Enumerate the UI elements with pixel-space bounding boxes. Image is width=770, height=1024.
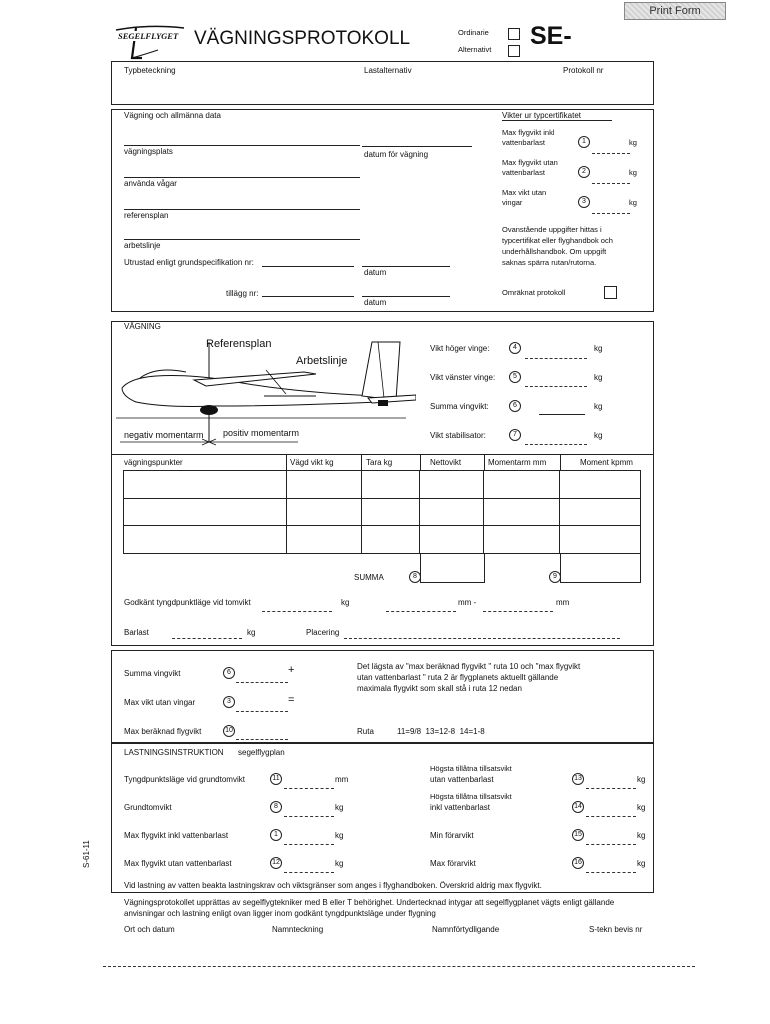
cg-label: Godkänt tyngdpunktläge vid tomvikt: [124, 598, 251, 607]
table-cell[interactable]: [484, 499, 560, 526]
arbetslinje-label: arbetslinje: [124, 241, 161, 250]
box-7-badge: 7: [509, 429, 521, 441]
box-10-badge: 10: [223, 725, 235, 737]
tillagg-datum-field[interactable]: [362, 296, 450, 297]
datum-vagning-label: datum för vägning: [364, 150, 429, 159]
anvanda-vagar-field[interactable]: [124, 209, 360, 210]
table-cell[interactable]: [361, 499, 420, 526]
load-section: [111, 743, 654, 893]
table-cell[interactable]: [124, 471, 287, 499]
table-row: [124, 526, 641, 554]
grund-field[interactable]: [284, 816, 334, 817]
col-header: Moment kpmm: [580, 458, 633, 467]
load-heading: LASTNINGSINSTRUKTION: [124, 748, 224, 757]
table-cell[interactable]: [560, 471, 641, 499]
calc-note-1: Det lägsta av "max beräknad flygvikt " ruta 10 och "max flygvikt: [357, 662, 581, 671]
max-utan-label-2: vattenbarlast: [502, 168, 545, 177]
kg-unit: kg: [594, 431, 603, 440]
cg-field-1[interactable]: [262, 611, 332, 612]
min-forarvikt-field[interactable]: [586, 844, 636, 845]
cert-heading: Vikter ur typcertifikatet: [502, 111, 581, 120]
box-6-badge: 6: [223, 667, 235, 679]
maxinkl-label: Max flygvikt inkl vattenbarlast: [124, 831, 229, 840]
box-8-badge: 8: [270, 801, 282, 813]
cg-kg-unit: kg: [341, 598, 350, 607]
cg-mm-unit-2: mm: [556, 598, 570, 607]
grundspec-datum-field[interactable]: [362, 266, 450, 267]
box-6-badge: 6: [509, 400, 521, 412]
grundspec-label: Utrustad enligt grundspecifikation nr:: [124, 258, 254, 267]
ruta-label: Ruta: [357, 727, 374, 736]
footer-text-2: anvisningar och lastning enligt ovan ligger inom godkänt tyngdpunktsläge under flygning: [124, 909, 436, 918]
tillagg-label: tillägg nr:: [226, 289, 259, 298]
ordinarie-checkbox[interactable]: [508, 28, 520, 40]
cg-field-3[interactable]: [483, 611, 553, 612]
calc-summa-label: Summa vingvikt: [124, 669, 181, 678]
box-1-badge: 1: [270, 829, 282, 841]
calc-note-3: maximala flygvikt som skall stå i ruta 12 nedan: [357, 684, 522, 693]
col-separator: [286, 454, 287, 470]
table-header-divider: [112, 454, 653, 455]
maxutan-label: Max flygvikt utan vattenbarlast: [124, 859, 232, 868]
max-vikt-label-2: vingar: [502, 198, 523, 207]
datum-label-2: datum: [364, 298, 387, 307]
kg-unit: kg: [594, 344, 603, 353]
ruta-values: 11=9/8 13=12-8 14=1-8: [397, 727, 485, 736]
max-utan-field[interactable]: [592, 183, 630, 184]
vikt-vanster-label: Vikt vänster vinge:: [430, 373, 496, 382]
box-3-badge: 3: [578, 196, 590, 208]
general-field-line[interactable]: [124, 145, 360, 146]
summa-moment-cell[interactable]: [560, 553, 641, 583]
omraknat-checkbox[interactable]: [604, 286, 617, 299]
omraknat-label: Omräknat protokoll: [502, 288, 566, 297]
cg-mm-unit-1: mm -: [458, 598, 477, 607]
footer-text-1: Vägningsprotokollet upprättas av segelflygtekniker med B eller T behörighet. Undertecknad intygar att segelflygplanet vägts enligt gällande: [124, 898, 615, 907]
vikt-stabilisator-label: Vikt stabilisator:: [430, 431, 486, 440]
logo-text: SEGELFLYGET: [118, 31, 179, 41]
positiv-momentarm-label: positiv momentarm: [223, 428, 300, 438]
kg-unit: kg: [335, 859, 344, 868]
datum-vagning-field[interactable]: [362, 146, 472, 147]
mm-unit: mm: [335, 775, 349, 784]
calc-max-vikt-label: Max vikt utan vingar: [124, 698, 196, 707]
table-cell[interactable]: [560, 526, 641, 554]
col-header: Vägd vikt kg: [290, 458, 334, 467]
kg-unit: kg: [335, 831, 344, 840]
max-vikt-field[interactable]: [592, 213, 630, 214]
general-heading: Vägning och allmänna data: [124, 111, 221, 120]
box-5-badge: 5: [509, 371, 521, 383]
kg-unit: kg: [629, 168, 637, 177]
barlast-kg-unit: kg: [247, 628, 256, 637]
max-inkl-label-2: vattenbarlast: [502, 138, 545, 147]
namnfortydligande-label: Namnförtydligande: [432, 925, 500, 934]
ordinarie-label: Ordinarie: [458, 28, 489, 37]
cert-note-2: typcertifikat eller flyghandbok och: [502, 236, 613, 245]
vagningsplats-field[interactable]: [124, 177, 360, 178]
cert-note-1: Ovanstående uppgifter hittas i: [502, 225, 602, 234]
kg-unit: kg: [637, 859, 646, 868]
kg-unit: kg: [594, 402, 603, 411]
vikt-hoger-field[interactable]: [525, 358, 587, 359]
max-forarvikt-field[interactable]: [586, 872, 636, 873]
referensplan-label: referensplan: [124, 211, 169, 220]
lastalternativ-label: Lastalternativ: [364, 66, 412, 75]
plus-sign: +: [288, 664, 295, 676]
box-8-badge: 8: [409, 571, 421, 583]
col-header: Momentarm mm: [488, 458, 547, 467]
box-4-badge: 4: [509, 342, 521, 354]
table-cell[interactable]: [484, 471, 560, 499]
kg-unit: kg: [637, 803, 646, 812]
calc-max-beraknad-field[interactable]: [236, 739, 288, 740]
kg-unit: kg: [335, 803, 344, 812]
negativ-momentarm-label: negativ momentarm: [124, 430, 204, 440]
max-vikt-label-1: Max vikt utan: [502, 188, 547, 197]
table-cell[interactable]: [124, 499, 287, 526]
summa-nettovikt-cell[interactable]: [420, 553, 485, 583]
anvanda-vagar-label: använda vågar: [124, 179, 177, 188]
max-inkl-field[interactable]: [592, 153, 630, 154]
tillagg-field[interactable]: [262, 296, 354, 297]
load-note: Vid lastning av vatten beakta lastningskrav och viktsgränser som anges i flyghandboken. Överskrid aldrig max flygvikt.: [124, 881, 542, 890]
barlast-field[interactable]: [172, 638, 242, 639]
table-cell[interactable]: [361, 526, 420, 554]
summa-label: SUMMA: [354, 573, 384, 582]
kg-unit: kg: [594, 373, 603, 382]
cg-field-2[interactable]: [386, 611, 456, 612]
referensplan-field[interactable]: [124, 239, 360, 240]
typbeteckning-label: Typbeteckning: [124, 66, 176, 75]
hogst1-label-a: Högsta tillåtna tillsatsvikt: [430, 764, 512, 773]
hogst1-field[interactable]: [586, 788, 636, 789]
col-separator: [361, 454, 362, 470]
signature-line[interactable]: [103, 966, 695, 967]
weighing-heading: VÄGNING: [124, 322, 161, 331]
namnteckning-label: Namnteckning: [272, 925, 324, 934]
box-12-badge: 12: [270, 857, 282, 869]
hogst1-label-b: utan vattenbarlast: [430, 775, 494, 784]
table-cell[interactable]: [484, 526, 560, 554]
vikt-hoger-label: Vikt höger vinge:: [430, 344, 490, 353]
protokoll-label: Protokoll nr: [563, 66, 604, 75]
barlast-label: Barlast: [124, 628, 149, 637]
min-forarvikt-label: Min förarvikt: [430, 831, 474, 840]
kg-unit: kg: [637, 831, 646, 840]
maxinkl-field[interactable]: [284, 844, 334, 845]
box-13-badge: 13: [572, 773, 584, 785]
box-16-badge: 16: [572, 857, 584, 869]
hogst2-field[interactable]: [586, 816, 636, 817]
alternativt-checkbox[interactable]: [508, 45, 520, 57]
calc-max-beraknad-label: Max beräknad flygvikt: [124, 727, 202, 736]
table-cell[interactable]: [124, 526, 287, 554]
general-section: [111, 109, 654, 312]
referensplan-diagram-label: Referensplan: [206, 338, 272, 350]
table-row: [124, 499, 641, 526]
placering-field[interactable]: [344, 638, 620, 639]
calc-max-vikt-field[interactable]: [236, 711, 288, 712]
box-11-badge: 11: [270, 773, 282, 785]
maxutan-field[interactable]: [284, 872, 334, 873]
box-15-badge: 15: [572, 829, 584, 841]
equals-sign: =: [288, 694, 295, 706]
arbetslinje-diagram-label: Arbetslinje: [296, 355, 348, 367]
col-separator: [420, 454, 421, 470]
box-14-badge: 14: [572, 801, 584, 813]
calc-note-2: utan vattenbarlast " ruta 2 är flygplanets aktuellt gällande: [357, 673, 559, 682]
table-cell[interactable]: [286, 499, 361, 526]
grundspec-field[interactable]: [262, 266, 354, 267]
cert-heading-underline: [502, 120, 612, 121]
load-subheading: segelflygplan: [238, 748, 285, 757]
kg-unit: kg: [637, 775, 646, 784]
box-2-badge: 2: [578, 166, 590, 178]
table-cell[interactable]: [420, 526, 484, 554]
vagningsplats-label: vägningsplats: [124, 147, 173, 156]
hogst2-label-a: Högsta tillåtna tillsatsvikt: [430, 792, 512, 801]
calc-summa-field[interactable]: [236, 682, 288, 683]
vikt-vanster-field[interactable]: [525, 386, 587, 387]
hogst2-label-b: inkl vattenbarlast: [430, 803, 491, 812]
box-3-badge: 3: [223, 696, 235, 708]
stekn-label: S-tekn bevis nr: [589, 925, 643, 934]
segelflyget-logo: [112, 24, 186, 60]
table-cell[interactable]: [286, 526, 361, 554]
table-cell[interactable]: [420, 499, 484, 526]
cert-note-4: saknas spärra rutan/rutorna.: [502, 258, 597, 267]
form-code: S-61-11: [82, 840, 91, 868]
tp-label: Tyngdpunktsläge vid grundtomvikt: [124, 775, 245, 784]
col-separator: [560, 454, 561, 470]
box-1-badge: 1: [578, 136, 590, 148]
box-9-badge: 9: [549, 571, 561, 583]
registration-prefix: SE-: [530, 22, 572, 50]
max-inkl-label-1: Max flygvikt inkl: [502, 128, 555, 137]
col-header: vägningspunkter: [124, 458, 183, 467]
glider-logo-icon: [112, 24, 186, 60]
alternativt-label: Alternativt: [458, 45, 492, 54]
col-header: Nettovikt: [430, 458, 462, 467]
kg-unit: kg: [629, 138, 637, 147]
table-row: [124, 471, 641, 499]
table-cell[interactable]: [560, 499, 641, 526]
cert-note-3: underhållshandbok. Om uppgift: [502, 247, 607, 256]
vikt-stabilisator-field[interactable]: [525, 444, 587, 445]
table-cell[interactable]: [361, 471, 420, 499]
tp-field[interactable]: [284, 788, 334, 789]
max-utan-label-1: Max flygvikt utan: [502, 158, 558, 167]
datum-label: datum: [364, 268, 387, 277]
max-forarvikt-label: Max förarvikt: [430, 859, 476, 868]
kg-unit: kg: [629, 198, 637, 207]
ort-datum-label: Ort och datum: [124, 925, 175, 934]
weighing-table: [123, 470, 641, 554]
col-header: Tara kg: [366, 458, 393, 467]
summa-vingvikt-field[interactable]: [539, 414, 585, 415]
grund-label: Grundtomvikt: [124, 803, 172, 812]
table-cell[interactable]: [420, 471, 484, 499]
placering-label: Placering: [306, 628, 340, 637]
col-separator: [484, 454, 485, 470]
print-form-button[interactable]: Print Form: [624, 2, 726, 20]
page-title: VÄGNINGSPROTOKOLL: [194, 28, 411, 49]
table-cell[interactable]: [286, 471, 361, 499]
summa-vingvikt-label: Summa vingvikt:: [430, 402, 489, 411]
